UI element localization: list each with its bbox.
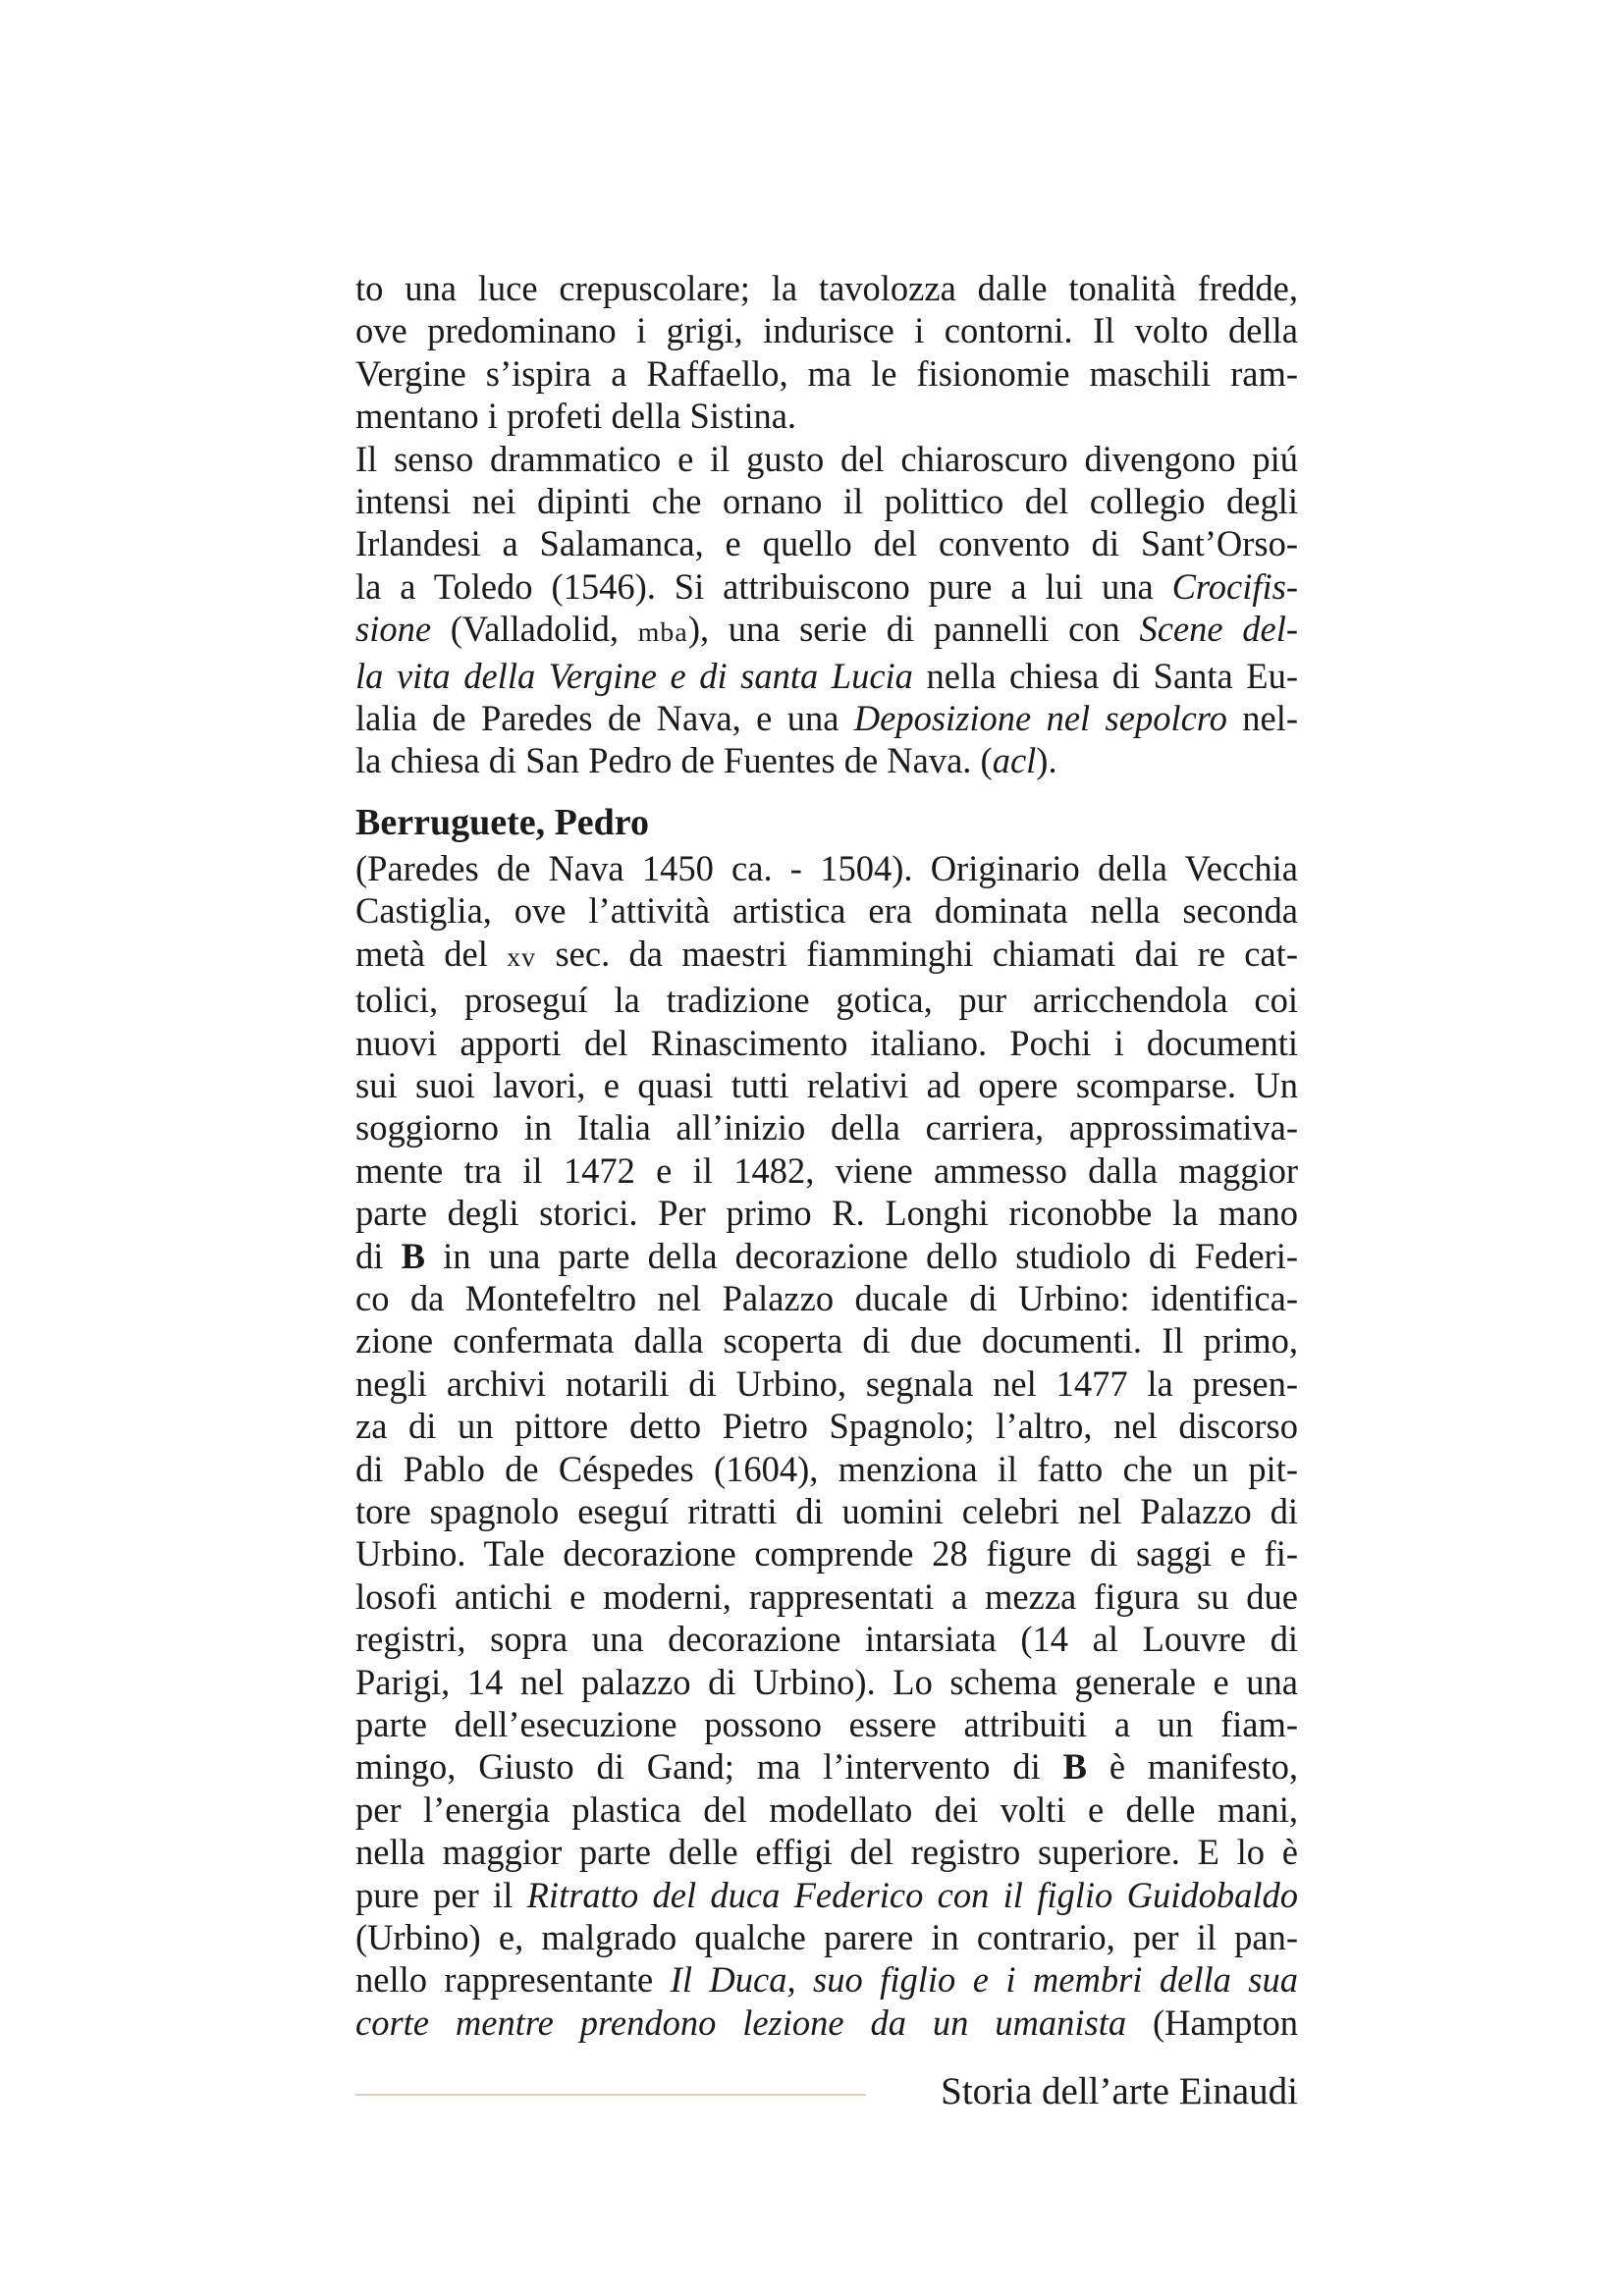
text-line: soggiorno in Italia all’inizio della carriera, approssimativa-: [355, 1107, 1298, 1148]
paragraph-continuation-1: [355, 267, 1298, 438]
text-line: tore spagnolo eseguí ritratti di uomini celebri nel Palazzo di: [355, 1490, 1298, 1531]
text-line: nuovi apporti del Rinascimento italiano. Pochi i documenti: [355, 1022, 1298, 1063]
text-line: co da Montefeltro nel Palazzo ducale di Urbino: identifica-: [355, 1277, 1298, 1318]
text-line: mingo, Giusto di Gand; ma l’intervento di B è manifesto,: [355, 1746, 1298, 1788]
page-body: [355, 267, 1298, 2044]
text-line: Irlandesi a Salamanca, e quello del convento di Sant’Orso-: [355, 523, 1298, 564]
text-line: Urbino. Tale decorazione comprende 28 figure di saggi e fi-: [355, 1533, 1298, 1575]
footer-rule: [355, 2094, 866, 2096]
text-line: di B in una parte della decorazione dello studiolo di Federi-: [355, 1235, 1298, 1276]
entry-body: [355, 847, 1298, 2044]
artwork-title: Il Duca, suo figlio e i membri della sua: [670, 1959, 1298, 2001]
text-line: Parigi, 14 nel palazzo di Urbino). Lo schema generale e una: [355, 1661, 1298, 1702]
footer-publication-title: Storia dell’arte Einaudi: [941, 2070, 1298, 2112]
text-line: registri, sopra una decorazione intarsiata (14 al Louvre di: [355, 1619, 1298, 1660]
text-line: mente tra il 1472 e il 1482, viene ammesso dalla maggior: [355, 1149, 1298, 1191]
text-line: zione confermata dalla scoperta di due documenti. Il primo,: [355, 1320, 1298, 1362]
text-line: per l’energia plastica del modellato dei volti e delle mani,: [355, 1789, 1298, 1830]
text-line: lalia de Paredes de Nava, e una Deposizione nel sepolcro nel-: [355, 698, 1298, 739]
artwork-title: Crocifis-: [1171, 565, 1298, 607]
text-line: corte mentre prendono lezione da un umanista (Hampton: [355, 2002, 1299, 2043]
artwork-title: corte mentre prendono lezione da un umanista: [355, 2002, 1127, 2043]
text-line: intensi nei dipinti che ornano il polittico del collegio degli: [355, 481, 1298, 522]
text-line: pure per il Ritratto del duca Federico con il figlio Guidobaldo: [355, 1874, 1298, 1915]
text-line: nello rappresentante Il Duca, suo figlio e i membri della sua: [355, 1959, 1298, 2001]
text-line: ove predominano i grigi, indurisce i contorni. Il volto della: [355, 310, 1298, 351]
text-line: metà del xv sec. da maestri fiamminghi chiamati dai re cat-: [355, 933, 1298, 974]
text-line: Vergine s’ispira a Raffaello, ma le fisionomie maschili ram-: [355, 352, 1298, 394]
text-line: mentano i profeti della Sistina.: [355, 396, 797, 437]
entry-title: Berruguete, Pedro: [355, 801, 649, 843]
text-line: losofi antichi e moderni, rappresentati a mezza figura su due: [355, 1575, 1298, 1617]
artwork-title: Scene del-: [1139, 609, 1298, 650]
subject-initial: B: [1062, 1746, 1087, 1788]
century-numeral: xv: [507, 941, 537, 973]
paragraph-continuation-2: [355, 438, 1298, 782]
text-line: za di un pittore detto Pietro Spagnolo; l’altro, nel discorso: [355, 1406, 1298, 1447]
text-line: tolici, proseguí la tradizione gotica, pur arricchendola coi: [355, 980, 1298, 1021]
page-footer: [355, 2069, 1298, 2118]
artwork-title: Deposizione nel sepolcro: [853, 698, 1227, 739]
text-line: nella maggior parte delle effigi del registro superiore. E lo è: [355, 1832, 1298, 1873]
text-line: (Urbino) e, malgrado qualche parere in contrario, per il pan-: [355, 1917, 1298, 1958]
text-line: parte degli storici. Per primo R. Longhi riconobbe la mano: [355, 1193, 1298, 1234]
text-line: Castiglia, ove l’attività artistica era dominata nella seconda: [355, 890, 1298, 932]
text-line: sui suoi lavori, e quasi tutti relativi ad opere scomparse. Un: [355, 1064, 1298, 1105]
text-line: parte dell’esecuzione possono essere attribuiti a un fiam-: [355, 1704, 1298, 1744]
author-initials: acl: [992, 740, 1037, 781]
artwork-title: Ritratto del duca Federico con il figlio Guidobaldo: [526, 1874, 1298, 1915]
artwork-title: la vita della Vergine e di santa Lucia: [355, 655, 913, 696]
museum-abbreviation: mba: [637, 617, 688, 649]
artwork-title: sione: [355, 609, 432, 650]
text-line: di Pablo de Céspedes (1604), menziona il fatto che un pit-: [355, 1448, 1298, 1489]
subject-initial: B: [401, 1235, 425, 1276]
text-line: sione (Valladolid, mba), una serie di pannelli con Scene del-: [355, 609, 1298, 650]
text-line: la vita della Vergine e di santa Lucia nella chiesa di Santa Eu-: [355, 655, 1299, 696]
text-line: la a Toledo (1546). Si attribuiscono pure a lui una Crocifis-: [355, 565, 1298, 607]
text-line: negli archivi notarili di Urbino, segnala nel 1477 la presen-: [355, 1362, 1298, 1404]
text-line: (Paredes de Nava 1450 ca. - 1504). Originario della Vecchia: [355, 847, 1298, 888]
text-line: la chiesa di San Pedro de Fuentes de Nava. (acl).: [355, 740, 1057, 781]
text-line: Il senso drammatico e il gusto del chiaroscuro divengono piú: [355, 438, 1298, 479]
text-line: to una luce crepuscolare; la tavolozza dalle tonalità fredde,: [355, 268, 1298, 308]
